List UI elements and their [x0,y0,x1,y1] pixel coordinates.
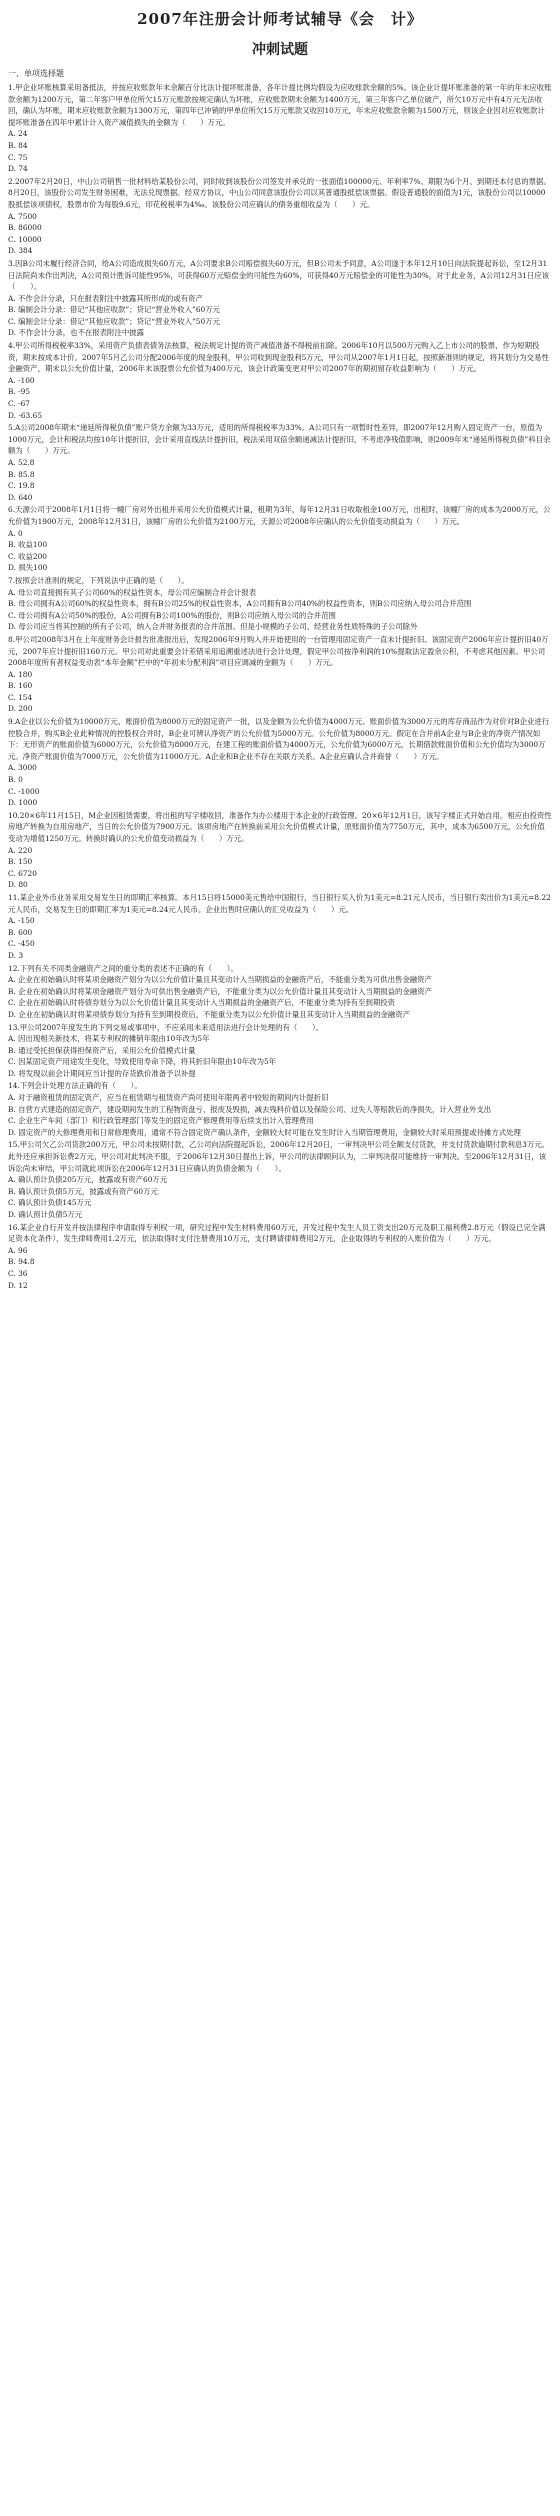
answer-option: D. 母公司应当将其控制的所有子公司，纳入合并财务报表的合并范围。但是小规模的子公司、经营业务性质特殊的子公司除外 [8,622,418,632]
question-stem: 12.下列有关不同类金融资产之间的重分类的表述不正确的有（ ）。 [8,963,238,973]
answer-option: A. 24 [8,129,28,139]
question-item [8,1139,552,1220]
question-stem: 16.某企业自行开发并按法律程序申请取得专利权一项，研究过程中发生材料费用60万元，开发过程中发生人员工资支出20万元及职工福利费2.8万元（假设已完全满足资本化条件），发生律师费用1.2万元，依法取得时支付注册费用10万元，支付聘请律师费用2万元，企业取得的专利权的入账价值为（ ）万元。 [8,1222,546,1244]
answer-option: B. 84 [8,140,28,150]
answer-option: A. -150 [8,916,35,926]
answer-option: B. 0 [8,775,23,785]
question-item [8,892,552,962]
answer-option: D. -63.65 [8,410,43,420]
answer-option: C. -1000 [8,786,40,796]
answer-option: D. 80 [8,880,28,890]
question-item [8,716,552,809]
answer-option: B. 160 [8,681,33,691]
answer-option: C. 确认预计负债145万元 [8,1198,92,1208]
question-list [8,82,552,1291]
answer-option: C. 36 [8,1268,28,1278]
answer-option: C. 因某固定资产用途发生变化，导致使用寿命下降，将其折旧年限由10年改为5年 [8,1057,277,1067]
answer-option: D. 12 [8,1280,28,1290]
answer-option: A. 不作会计分录，只在报表附注中披露其所形成的或有资产 [8,293,203,303]
answer-option: B. 85.8 [8,469,35,479]
answer-option: A. 180 [8,669,33,679]
answer-option: B. 企业在初始确认时将某项金融资产划分为可供出售金融资产后，不能重分类为以公允价值计量且其变动计入当期损益的金融资产 [8,986,433,996]
answer-option: D. 200 [8,704,33,714]
question-stem: 7.按照会计准则的规定，下列说法中正确的是（ ）。 [8,575,189,585]
answer-option: A. 3000 [8,763,37,773]
answer-option: B. 94.8 [8,1257,35,1267]
answer-option: B. 通过受托担保获得担保资产后，采用公允价值模式计量 [8,1045,196,1055]
answer-option: C. -67 [8,399,30,409]
answer-option: A. 52.8 [8,458,35,467]
question-item [8,258,552,339]
answer-option: D. 74 [8,164,28,174]
answer-option: C. -450 [8,939,35,949]
question-stem: 13.甲公司2007年度发生的下列交易或事项中，不应采用未来适用法进行会计处理的有（ ）。 [8,1022,324,1032]
question-item [8,422,552,503]
question-item [8,340,552,421]
answer-option: C. 企业生产车间（部门）和行政管理部门等发生的固定资产修理费用等后续支出计入管理费用 [8,1116,314,1126]
answer-option: B. 86000 [8,223,42,233]
answer-option: B. 600 [8,927,33,937]
question-item [8,575,552,633]
answer-option: D. 企业在初始确认时将某项债券划分为持有至到期投资后，不能重分类为以公允价值计量且其变动计入当期损益的金融资产 [8,1009,411,1019]
document-subtitle: 冲刺试题 [252,42,308,58]
question-stem: 1.甲企业坏账核算采用备抵法，并按应收账款年末余额百分比法计提坏账准备，各年计提比例均假设为应收账款余额的5%。该企业计提坏账准备的第一年的年末应收账款余额为1200万元，第二年客户甲单位所欠15万元账款按规定确认为坏账，应收账款期末余额为1400万元，第三年客户乙单位破产，所欠10万元中有4万元无法收回，确认为坏账，期末应收账款余额为1300万元，第四年已冲销的甲单位所欠15万元账款又收回10万元，年末应收账款余额为1500万元，则该企业因对应收账款计提坏账准备在四年中累计计入资产减值损失的金额为（ ）万元。 [8,83,552,127]
answer-option: D. 不作会计分录，也不在报表附注中披露 [8,328,145,338]
answer-option: A. 母公司直接拥有其子公司60%的权益性资本，母公司应编制合并会计报表 [8,587,257,597]
document-title: 2007年注册会计师考试辅导《会 计》 [137,10,423,28]
answer-option: B. 自营方式建造的固定资产，建设期间发生的工程物资盘亏、报废及毁损，减去残料价值以及保险公司、过失人等赔款后的净损失，计入营业外支出 [8,1104,492,1114]
answer-option: D. 损失100 [8,563,48,573]
answer-option: D. 固定资产的大修理费用和日常修理费用，通常不符合固定资产确认条件，金额较大时可能在发生时计入当期管理费用，金额较大时采用预提或待摊方式处理 [8,1127,521,1137]
answer-option: C. 10000 [8,234,42,244]
question-item [8,176,552,257]
question-stem: 4.甲公司所得税税率33%，采用资产负债表债务法核算，税法规定计提的资产减值准备不得税前扣除。2006年10月以500万元购入乙上市公司的股票，作为短期投资，期末按成本计价。2007年5月乙公司分配2006年度的现金股利，甲公司收到现金股利5万元，甲公司从2007年1月1日起，按照新准则的规定，将其划分为交易性金融资产，期末以公允价值计量，2006年末该股票公允价值为400万元，该会计政策变更对甲公司2007年的期初留存收益影响为（ ）万元。 [8,341,549,374]
answer-option: B. 母公司拥有A公司60%的权益性资本，拥有B公司25%的权益性资本，A公司拥有B公司40%的权益性资本，则B公司应纳入母公司合并范围 [8,599,472,609]
question-stem: 9.A企业以公允价值为10000万元、账面价值为8000万元的固定资产一批，以及金额为公允价值为4000万元、账面价值为3000万元的库存商品作为对价对B企业进行控股合并，购买B企业此种情况的控股权合并时，B企业可辨认净资产的公允价值为5000万元。公允价值为8000万元。假定在合并前A企业与B企业的净资产情况如下：无形资产的账面价值为6000万元，公允价值为8000万元，在建工程的账面价值为4000万元，公允价值为6000万元，长期借款账面价值和公允价值均为3000万元。净资产账面价值为7000万元，公允价值为11000万元。A企业和B企业不存在关联方关系。A企业应确认合并商誉（ ）万元。 [8,717,550,761]
question-stem: 6.天源公司于2008年1月1日将一幢厂房对外出租并采用公允价值模式计量，租期为3年，每年12月31日收取租金100万元，出租时，该幢厂房的成本为2000万元，公允价值为1900万元，2008年12月31日，该幢厂房的公允价值为2100万元，天源公司2008年应确认的公允价值变动损益为（ ）万元。 [8,505,551,526]
question-item [8,634,552,715]
answer-option: A. 对于融资租赁的固定资产，应当在租赁期与租赁资产尚可使用年限两者中较短的期间内计提折旧 [8,1093,329,1103]
answer-option: B. -95 [8,387,31,397]
answer-option: C. 6720 [8,868,37,878]
question-item [8,1222,552,1292]
answer-option: D. 384 [8,246,33,256]
answer-option: A. 96 [8,1245,28,1255]
question-stem: 5.A公司2008年期末“递延所得税负债”账户贷方余额为33万元，适用的所得税税率为33%。A公司只有一项暂时性差异，即2007年12月购入固定资产一台，原值为1000万元，会计和税法均按10年计提折旧，会计采用直线法计提折旧，税法采用双倍余额递减法计提折旧，不考虑净残值影响，则2009年末“递延所得税负债”科目余额为（ ）万元。 [8,423,551,456]
answer-option: C. 收益200 [8,551,47,561]
answer-option: C. 19.8 [8,481,35,491]
answer-option: D. 1000 [8,798,38,808]
answer-option: D. 确认预计负债5万元 [8,1210,83,1219]
question-item [8,1022,552,1080]
answer-option: C. 154 [8,692,33,702]
answer-option: A. 7500 [8,211,37,221]
answer-option: B. 编制会计分录：借记“其他应收款”；贷记“营业外收入”60万元 [8,305,221,315]
answer-option: D. 640 [8,492,33,502]
answer-option: A. 因出现相关新技术，将某专利权的摊销年限由10年改为5年 [8,1034,210,1044]
section-heading: 一、单项选择题 [8,69,64,78]
answer-option: A. 确认预计负债205万元，披露或有资产60万元 [8,1175,168,1185]
answer-option: B. 收益100 [8,540,48,550]
answer-option: B. 150 [8,857,33,867]
answer-option: B. 确认预计负债5万元，披露或有资产60万元 [8,1186,158,1196]
question-stem: 10.20×6年11月15日，M企业因租赁需要，将出租的写字楼收回，准备作为办公楼用于本企业的行政管理。20×6年12月1日，该写字楼正式开始自用。相应由投资性房地产转换为自用房地产，当日的公允价值为7900万元。该项房地产在转换前采用公允价值模式计量，原账面价值为7750万元，其中，成本为6500万元，公允价值变动为增值1250万元。转换时确认的公允价值变动损益为（ ）万元。 [8,810,552,843]
answer-option: A. 0 [8,528,23,538]
question-item [8,82,552,175]
answer-option: D. 将发现以前会计期间应当计提的存货跌价准备予以补提 [8,1068,196,1078]
question-item [8,504,552,574]
question-stem: 11.某企业外币业务采用交易发生日的即期汇率核算。本月15日将15000美元售给中国银行，当日银行买入价为1美元=8.21元人民币，当日银行卖出价为1美元=8.22元人民币，交易发生日的即期汇率为1美元=8.24元人民币。企业出售时应确认的汇兑收益为（ ）元。 [8,892,551,914]
answer-option: C. 编制会计分录：借记“其他应收款”；贷记“营业外收入”50万元 [8,316,220,326]
question-stem: 2.2007年2月20日，中山公司销售一批材料给某股份公司，同时收到该股份公司签发并承兑的一张面值100000元、年利率7%、期限为6个月、到期还本付息的票据。8月20日，该股份公司发生财务困难，无法兑现票据。经双方协议，中山公司同意该股份公司以其普通股抵偿该票据。假设普通股的面值为1元，该股份公司以10000股抵偿该项债权，股票市价为每股9.6元，印花税税率为4‰。该股份公司应确认的债务重组收益为（ ）元。 [8,176,551,209]
question-item [8,963,552,1021]
answer-option: C. 企业在初始确认时将债券划分为以公允价值计量且其变动计入当期损益的金融资产后，不能重分类为持有至到期投资 [8,998,396,1008]
answer-option: D. 3 [8,950,24,960]
answer-option: C. 母公司拥有A公司50%的股份，A公司拥有B公司100%的股份，则B公司应纳入母公司的合并范围 [8,610,336,620]
question-stem: 15.甲公司欠乙公司货款200万元，甲公司未按期付款，乙公司向法院提起诉讼，2006年12月20日，一审判决甲公司全额支付货款，并支付货款逾期付款利息3万元。此外还应承担诉讼费2万元，甲公司对此判决不服，于2006年12月30日提出上诉，甲公司的法律顾问认为，二审判决很可能维持一审判决。至2006年12月31日，该诉讼尚未审结，甲公司就此项诉讼在2006年12月31日应确认的负债金额为（ ）。 [8,1140,550,1173]
answer-option: C. 75 [8,152,28,162]
answer-option: A. -100 [8,375,35,385]
answer-option: A. 220 [8,845,33,855]
answer-option: A. 企业在初始确认时将某项金融资产划分为以公允价值计量且其变动计入当期损益的金融资产后，不能重分类为可供出售金融资产 [8,975,432,985]
question-item [8,1080,552,1138]
question-stem: 14.下列会计处理方法正确的有（ ）。 [8,1081,142,1091]
question-item [8,810,552,891]
question-stem: 3.因B公司未履行经济合同，给A公司造成损失60万元，A公司要求B公司赔偿损失60万元，但B公司未予同意，A公司遂于本年12月10日向法院提起诉讼，至12月31日法院尚未作出判决，A公司预计胜诉可能性95%，可获得60万元赔偿金的可能性为60%，可获得40万元赔偿金的可能性为30%，对于此业务，A公司12月31日应该（ ）。 [8,258,550,292]
question-stem: 8.甲公司2008年3月在上年度财务会计报告批准报出后，发现2006年9月购入并开始使用的一台管理用固定资产一直未计提折旧。该固定资产2006年应计提折旧40万元，2007年应计提折旧160万元。甲公司对此重要会计差错采用追溯重述法进行会计处理，假定甲公司按净利润的10%提取法定盈余公积，不考虑其他因素。甲公司2008年度所有者权益变动表“本年金额”栏中的“年初未分配利润”项目应调减的金额为（ ）万元。 [8,634,549,668]
